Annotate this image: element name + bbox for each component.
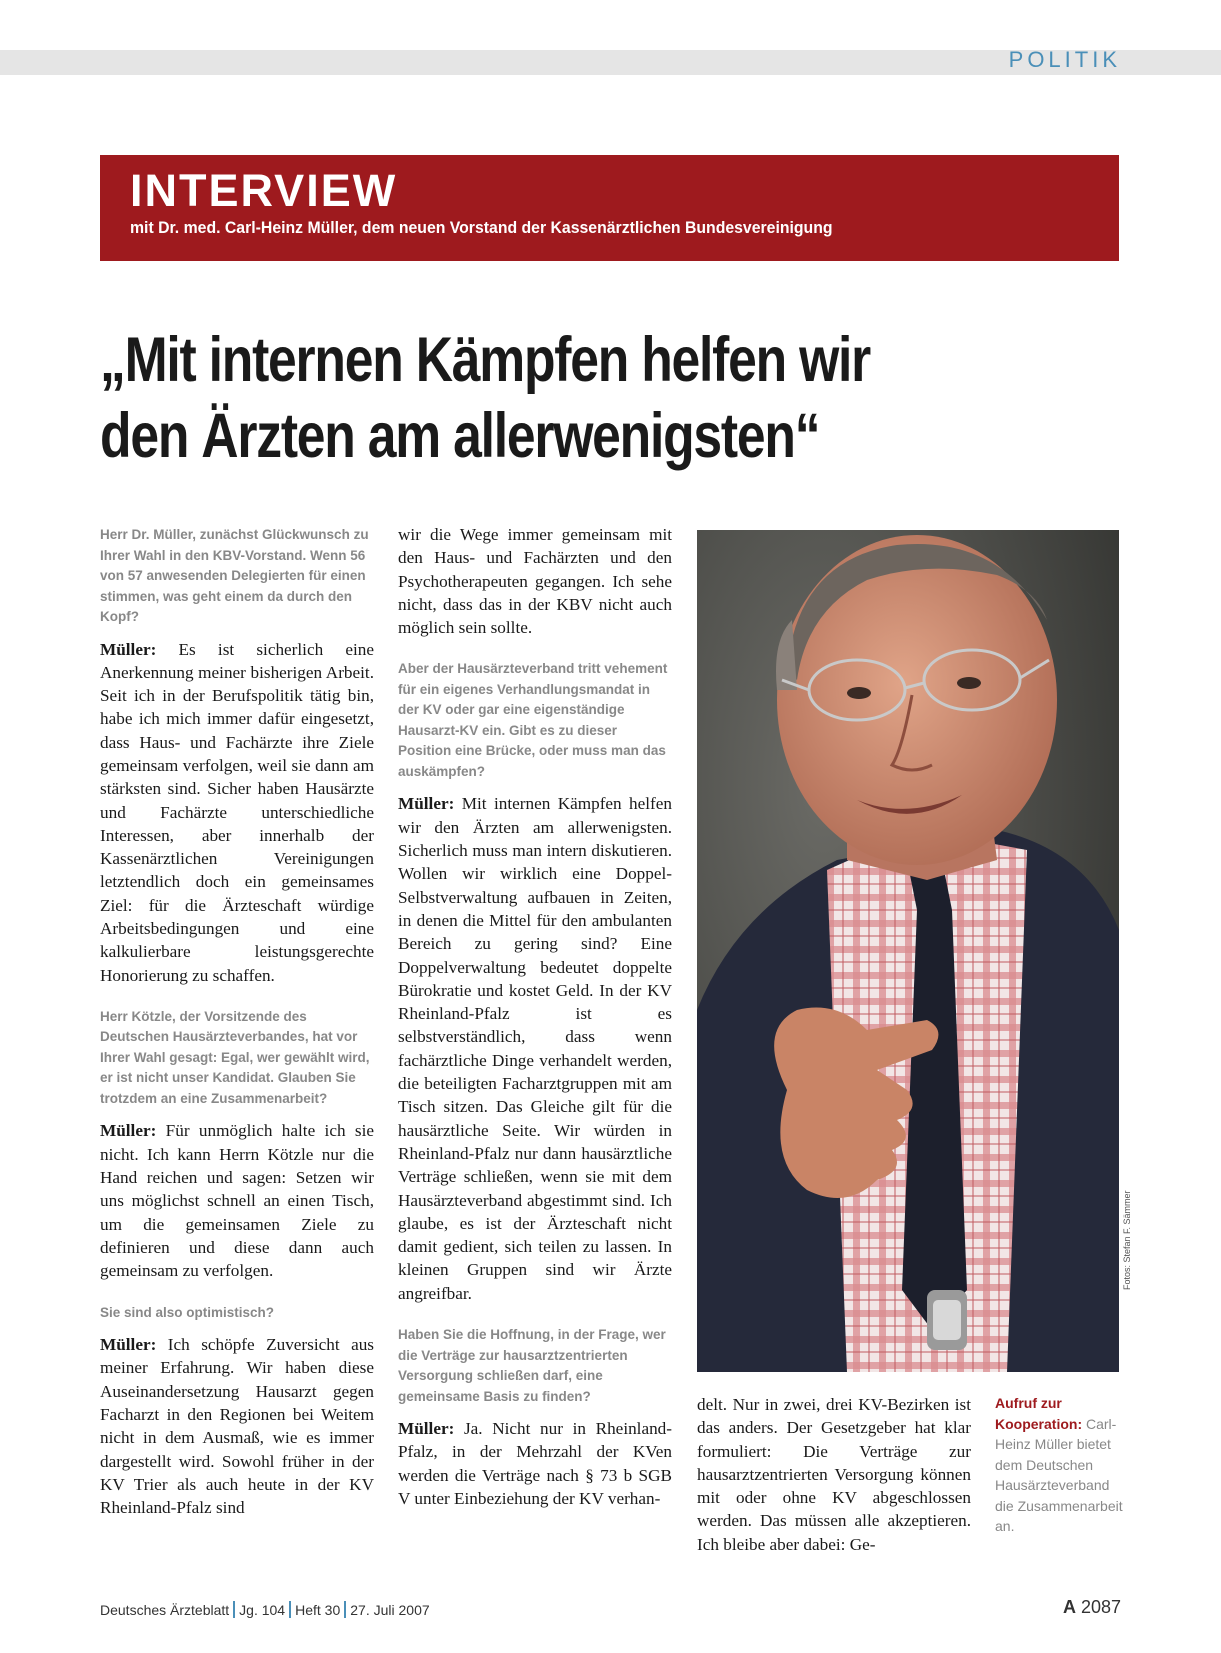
- caption-text: Carl-Heinz Müller bietet dem Deutschen Hausärzteverband die Zusammenarbeit an.: [995, 1415, 1123, 1534]
- answer-1: [100, 638, 374, 987]
- speaker-label: Müller:: [100, 1121, 157, 1141]
- answer-5-continued: delt. Nur in zwei, drei KV-Bezirken ist das anders. Der Gesetzgeber hat klar formuliert: Die Verträge zur hausarztzentrierten Versorgung können mit oder ohne KV abgeschlossen werden. Das müssen alle akzeptieren. Ich bleibe aber dabei: Ge-: [697, 1395, 971, 1554]
- answer-5: [398, 1417, 672, 1510]
- answer-5-text: Ja. Nicht nur in Rheinland-Pfalz, in der Mehrzahl der KVen werden die Verträge nach § 73 b SGB V unter Einbeziehung der KV verhan-: [398, 1419, 672, 1508]
- answer-2-text: Für unmöglich halte ich sie nicht. Ich kann Herrn Kötzle nur die Hand reichen und sagen: Setzen wir uns möglichst schnell an einen Tisch, um die gemeinsamen Ziele zu definieren und diese dann auch gemeinsam zu verfolgen.: [100, 1121, 374, 1281]
- answer-2: [100, 1119, 374, 1282]
- question-5: Haben Sie die Hoffnung, in der Frage, wer die Verträge zur hausarztzentrierten Versorgung schließen darf, eine gemeinsame Basis zu finden?: [398, 1327, 666, 1404]
- journal-issue: Heft 30: [295, 1602, 341, 1618]
- article-column-3: [697, 1393, 971, 1556]
- speaker-label: Müller:: [398, 1419, 455, 1439]
- answer-3-text: Ich schöpfe Zuversicht aus meiner Erfahrung. Wir haben diese Auseinandersetzung Hausarzt gegen Facharzt in den Regionen bei Weitem nicht in dem Ausmaß, wie es immer dargestellt wird. Sowohl früher in der KV Trier als auch heute in der KV Rheinland-Pfalz sind: [100, 1335, 374, 1518]
- portrait-illustration: [697, 530, 1119, 1372]
- question-2: Herr Kötzle, der Vorsitzende des Deutschen Hausärzteverbandes, hat vor Ihrer Wahl gesagt: Egal, wer gewählt wird, er ist nicht unser Kandidat. Glauben Sie trotzdem an eine Zusammenarbeit?: [100, 1008, 370, 1106]
- page-number-value: 2087: [1080, 1597, 1121, 1617]
- answer-3: [100, 1333, 374, 1519]
- question-4: Aber der Hausärzteverband tritt vehement für ein eigenes Verhandlungsmandat in der KV oder gar eine eigenständige Hausarzt-KV ein. Gibt es zu dieser Position eine Brücke, oder muss man das auskämpfen?: [398, 661, 668, 779]
- speaker-label: Müller:: [100, 1335, 157, 1355]
- answer-4: [398, 792, 672, 1305]
- photo-credit: Fotos: Stefan F. Sämmer: [1122, 1190, 1132, 1290]
- article-column-1: [100, 525, 374, 1519]
- section-label: POLITIK: [1008, 47, 1121, 72]
- page-prefix: A: [1062, 1597, 1076, 1617]
- footer-citation: [100, 1601, 430, 1618]
- speaker-label: Müller:: [398, 794, 455, 814]
- caption-title: Aufruf zur Kooperation:: [995, 1395, 1083, 1432]
- journal-volume: Jg. 104: [239, 1602, 286, 1618]
- banner-subtitle: mit Dr. med. Carl-Heinz Müller, dem neuen Vorstand der Kassenärztlichen Bundesvereinigung: [130, 218, 833, 237]
- portrait-photo: [697, 530, 1119, 1372]
- footer-separator: [289, 1601, 291, 1618]
- footer-separator: [344, 1601, 346, 1618]
- banner-title: INTERVIEW: [130, 165, 398, 216]
- answer-4-text: Mit internen Kämpfen helfen wir den Ärzten am allerwenigsten. Sicherlich muss man intern diskutieren. Wollen wir wirklich eine Doppel-Selbstverwaltung aufbauen in Zeiten, in denen die Mittel für den ambulanten Bereich zu gering sind? Eine Doppelverwaltung bedeutet doppelte Bürokratie und kostet Geld. In der KV Rheinland-Pfalz ist es selbstverständlich, dass wenn fachärztliche Dinge verhandelt werden, die beteiligten Facharztgruppen mit am Tisch sitzen. Das Gleiche gilt für die hausärztliche Seite. Wir würden in Rheinland-Pfalz nur dann hausärztliche Verträge schließen, wenn sie mit dem Hausärzteverband abgestimmt sind. Ich glaube, es ist der Ärzteschaft nicht damit gedient, sich teilen zu lassen. In kleinen Gruppen sind wir Ärzte angreifbar.: [398, 794, 672, 1303]
- headline: [100, 322, 904, 474]
- question-1: Herr Dr. Müller, zunächst Glückwunsch zu Ihrer Wahl in den KBV-Vorstand. Wenn 56 von 57 anwesenden Delegierten für einen stimmen, was geht einem da durch den Kopf?: [100, 527, 369, 624]
- footer-separator: [233, 1601, 235, 1618]
- question-3: Sie sind also optimistisch?: [100, 1304, 275, 1320]
- page-number: [1063, 1597, 1121, 1618]
- photo-caption: [995, 1393, 1130, 1537]
- speaker-label: Müller:: [100, 639, 157, 659]
- answer-3-continued: wir die Wege immer gemeinsam mit den Haus- und Fachärzten und den Psychotherapeuten gegangen. Ich sehe nicht, dass das in der KBV nicht auch möglich sein sollte.: [398, 525, 672, 638]
- journal-name: Deutsches Ärzteblatt: [100, 1602, 230, 1618]
- journal-date: 27. Juli 2007: [350, 1602, 430, 1618]
- article-column-2: [398, 523, 672, 1510]
- headline-line-1: „Mit internen Kämpfen helfen wir: [100, 325, 871, 395]
- headline-line-2: den Ärzten am allerwenigsten“: [100, 401, 820, 471]
- answer-1-text: Es ist sicherlich eine Anerkennung meiner bisherigen Arbeit. Seit ich in der Berufspolitik tätig bin, habe ich mich immer dafür eingesetzt, dass Haus- und Fachärzte ihre Ziele gemeinsam verfolgen, weil sie dann am stärksten sind. Sicher haben Hausärzte und Fachärzte unterschiedliche Interessen, aber innerhalb der Kassenärztlichen Vereinigungen letztendlich doch ein gemeinsames Ziel: für die Ärzteschaft würdige Arbeitsbedingungen und eine kalkulierbare leistungsgerechte Honorierung zu schaffen.: [100, 639, 374, 985]
